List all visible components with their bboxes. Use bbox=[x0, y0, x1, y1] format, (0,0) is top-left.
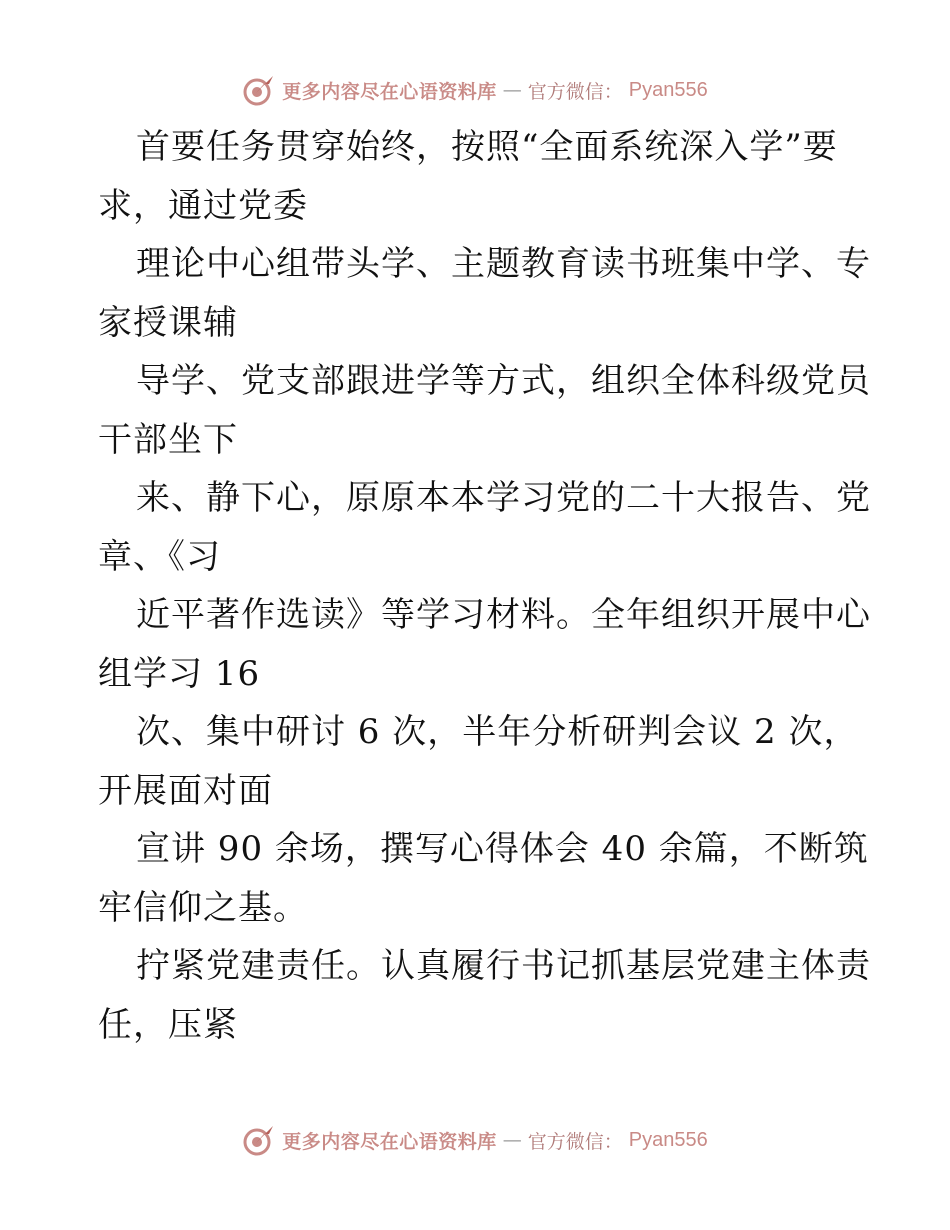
watermark-official-label: 官方微信： bbox=[527, 1130, 623, 1153]
watermark-separator: — bbox=[502, 1129, 522, 1151]
text-line: 宣讲 90 余场，撰写心得体会 40 余篇，不断筑 bbox=[136, 829, 869, 869]
text-line: 次、集中研讨 6 次，半年分析研判会议 2 次， bbox=[136, 712, 859, 752]
watermark-brand: 更多内容尽在心语资料库 bbox=[282, 1130, 497, 1153]
feather-logo-icon bbox=[242, 73, 276, 107]
text-line: 拧紧党建责任。认真履行书记抓基层党建主体责 bbox=[136, 946, 871, 986]
watermark-wechat-id: Pyan556 bbox=[628, 78, 708, 101]
text-line: 首要任务贯穿始终，按照“全面系统深入学”要 bbox=[136, 127, 838, 167]
text-line: 任，压紧 bbox=[98, 1004, 238, 1045]
text-line: 干部坐下 bbox=[98, 419, 238, 460]
text-line: 章、《习 bbox=[98, 536, 221, 577]
watermark-wechat-id: Pyan556 bbox=[628, 1128, 708, 1151]
text-line: 导学、党支部跟进学等方式，组织全体科级党员 bbox=[136, 361, 871, 401]
feather-logo-icon bbox=[242, 1123, 276, 1157]
watermark-official-label: 官方微信： bbox=[527, 80, 623, 103]
text-line: 开展面对面 bbox=[98, 770, 273, 811]
text-line: 来、静下心，原原本本学习党的二十大报告、党 bbox=[136, 478, 871, 518]
text-line: 组学习 16 bbox=[98, 653, 261, 694]
watermark-brand: 更多内容尽在心语资料库 bbox=[282, 80, 497, 103]
text-line: 家授课辅 bbox=[98, 302, 238, 343]
document-body bbox=[98, 118, 871, 1054]
header-watermark bbox=[0, 70, 950, 110]
text-line: 求，通过党委 bbox=[98, 185, 308, 226]
watermark-separator: — bbox=[502, 79, 522, 101]
footer-watermark bbox=[0, 1120, 950, 1160]
text-line: 近平著作选读》等学习材料。全年组织开展中心 bbox=[136, 595, 871, 635]
text-line: 牢信仰之基。 bbox=[98, 887, 308, 928]
text-line: 理论中心组带头学、主题教育读书班集中学、专 bbox=[136, 244, 871, 284]
